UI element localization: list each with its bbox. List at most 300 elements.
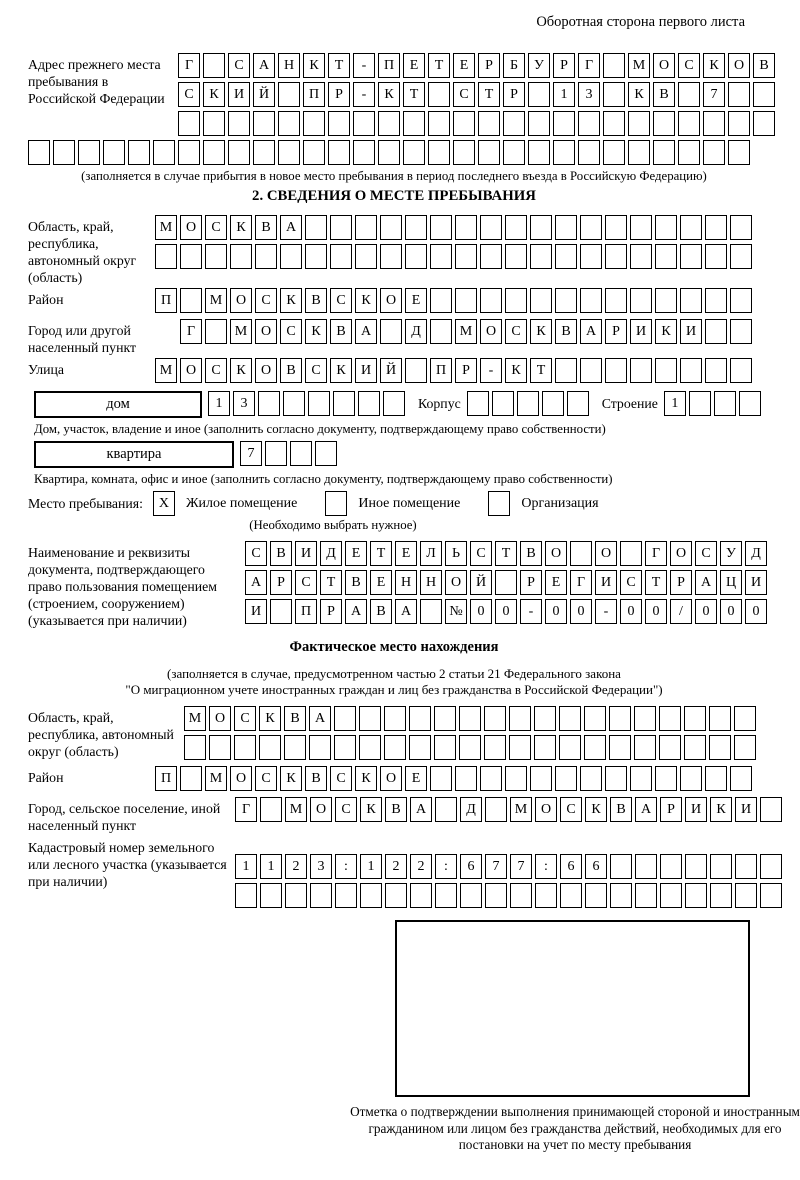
char-cell [484, 706, 506, 731]
prev-address-block [28, 53, 800, 140]
char-cell: Т [428, 53, 450, 78]
char-cell [659, 706, 681, 731]
char-cell [503, 111, 525, 136]
char-cell [378, 111, 400, 136]
char-cell [705, 319, 727, 344]
char-cell: А [345, 599, 367, 624]
char-cell [705, 288, 727, 313]
street-block [28, 358, 800, 387]
char-cell: В [385, 797, 407, 822]
char-cell [410, 883, 432, 908]
char-cell [235, 883, 257, 908]
char-cell [460, 883, 482, 908]
char-cell: Е [453, 53, 475, 78]
char-cell [709, 706, 731, 731]
char-cell: И [295, 541, 317, 566]
char-cell [553, 111, 575, 136]
char-cell [405, 244, 427, 269]
char-cell [290, 441, 312, 466]
char-cell [383, 391, 405, 416]
char-cell [560, 883, 582, 908]
fact-region-label: Область, край, республика, автономный округ (область) [28, 710, 174, 759]
char-cell [728, 140, 750, 165]
char-cell: Ь [445, 541, 467, 566]
house-block [28, 391, 800, 420]
char-cell [230, 244, 252, 269]
char-cell [334, 706, 356, 731]
char-cell [360, 883, 382, 908]
char-cell: С [335, 797, 357, 822]
char-cell [480, 766, 502, 791]
char-cell: К [203, 82, 225, 107]
char-cell: - [353, 82, 375, 107]
char-cell [734, 706, 756, 731]
char-cell: Т [328, 53, 350, 78]
char-cell: К [505, 358, 527, 383]
char-cell [234, 735, 256, 760]
char-cell: 6 [460, 854, 482, 879]
char-cell: 1 [208, 391, 230, 416]
char-cell [603, 53, 625, 78]
char-cell [430, 244, 452, 269]
char-cell: Г [645, 541, 667, 566]
actual-location-caption-1: (заполняется в случае, предусмотренном частью 2 статьи 21 Федерального закона [167, 666, 621, 681]
char-cell: В [610, 797, 632, 822]
char-cell: А [355, 319, 377, 344]
char-cell [703, 140, 725, 165]
char-cell: В [370, 599, 392, 624]
char-cell [703, 111, 725, 136]
char-cell [567, 391, 589, 416]
char-cell: И [735, 797, 757, 822]
char-cell [509, 735, 531, 760]
stay-type-option-organization: Организация [521, 495, 599, 511]
char-cell: 1 [360, 854, 382, 879]
char-cell [355, 244, 377, 269]
char-cell [358, 391, 380, 416]
char-cell: В [255, 215, 277, 240]
char-cell [630, 244, 652, 269]
char-cell: Д [405, 319, 427, 344]
char-cell [359, 735, 381, 760]
char-cell: 0 [620, 599, 642, 624]
char-cell [355, 215, 377, 240]
char-cell: Й [470, 570, 492, 595]
prev-address-caption: (заполняется в случае прибытия в новое место пребывания в период последнего въезда в Российскую Федерацию) [81, 169, 707, 183]
char-cell: 7 [240, 441, 262, 466]
char-cell [530, 215, 552, 240]
char-cell: Ц [720, 570, 742, 595]
fact-city-row [235, 797, 785, 822]
char-cell [428, 140, 450, 165]
char-cell [480, 215, 502, 240]
char-cell [570, 541, 592, 566]
char-cell [728, 111, 750, 136]
region-row-1 [155, 215, 755, 240]
char-cell: О [380, 766, 402, 791]
char-cell [760, 797, 782, 822]
char-cell: П [303, 82, 325, 107]
char-cell: К [280, 288, 302, 313]
char-cell [660, 854, 682, 879]
char-cell: С [295, 570, 317, 595]
char-cell [180, 288, 202, 313]
char-cell: О [180, 215, 202, 240]
korpus-row [467, 391, 592, 416]
apartment-block [28, 441, 800, 470]
char-cell: М [184, 706, 206, 731]
char-cell [203, 53, 225, 78]
char-cell [555, 288, 577, 313]
char-cell [580, 244, 602, 269]
char-cell: Т [645, 570, 667, 595]
char-cell: Р [320, 599, 342, 624]
char-cell [730, 244, 752, 269]
char-cell: И [245, 599, 267, 624]
char-cell: 7 [510, 854, 532, 879]
char-cell [434, 706, 456, 731]
char-cell [714, 391, 736, 416]
char-cell: Д [320, 541, 342, 566]
fact-district-row [155, 766, 755, 791]
char-cell [155, 244, 177, 269]
char-cell [260, 883, 282, 908]
char-cell [710, 854, 732, 879]
char-cell: О [728, 53, 750, 78]
char-cell [178, 140, 200, 165]
char-cell: К [585, 797, 607, 822]
char-cell [405, 215, 427, 240]
char-cell: 1 [235, 854, 257, 879]
char-cell: 0 [720, 599, 742, 624]
house-caption: Дом, участок, владение и иное (заполнить согласно документу, подтверждающему право собственности) [34, 422, 606, 436]
char-cell: - [353, 53, 375, 78]
char-cell: О [255, 319, 277, 344]
char-cell: 3 [310, 854, 332, 879]
char-cell [253, 111, 275, 136]
char-cell: 2 [385, 854, 407, 879]
street-row [155, 358, 755, 383]
char-cell [265, 441, 287, 466]
char-cell [380, 244, 402, 269]
street-label: Улица [28, 362, 64, 377]
char-cell: С [255, 288, 277, 313]
char-cell [655, 766, 677, 791]
char-cell [203, 140, 225, 165]
char-cell [680, 288, 702, 313]
char-cell: : [535, 854, 557, 879]
char-cell: А [309, 706, 331, 731]
char-cell: М [455, 319, 477, 344]
char-cell: : [335, 854, 357, 879]
korpus-label: Корпус [418, 396, 461, 411]
char-cell: Е [545, 570, 567, 595]
house-box-label: дом [34, 391, 202, 418]
char-cell [209, 735, 231, 760]
char-cell: У [528, 53, 550, 78]
char-cell: Р [605, 319, 627, 344]
char-cell [655, 244, 677, 269]
char-cell: : [435, 854, 457, 879]
region-row-2 [155, 244, 755, 269]
char-cell: Л [420, 541, 442, 566]
char-cell: К [303, 53, 325, 78]
apartment-caption: Квартира, комната, офис и иное (заполнить согласно документу, подтверждающему право собственности) [34, 472, 613, 486]
char-cell [760, 883, 782, 908]
char-cell: С [620, 570, 642, 595]
char-cell: Д [460, 797, 482, 822]
char-cell [730, 288, 752, 313]
char-cell: 2 [285, 854, 307, 879]
char-cell: М [155, 215, 177, 240]
char-cell [255, 244, 277, 269]
char-cell [609, 735, 631, 760]
stay-type-label: Место пребывания: [28, 495, 143, 511]
char-cell [253, 140, 275, 165]
char-cell [78, 140, 100, 165]
char-cell: П [295, 599, 317, 624]
char-cell: О [255, 358, 277, 383]
char-cell: Е [403, 53, 425, 78]
char-cell [403, 140, 425, 165]
char-cell: - [595, 599, 617, 624]
char-cell: Г [235, 797, 257, 822]
actual-location-title: Фактическое место нахождения [289, 639, 499, 655]
char-cell [605, 766, 627, 791]
char-cell: М [155, 358, 177, 383]
char-cell [459, 706, 481, 731]
char-cell [455, 766, 477, 791]
char-cell [435, 797, 457, 822]
fact-city-label: Город, сельское поселение, иной населенный пункт [28, 801, 221, 833]
char-cell: Т [320, 570, 342, 595]
char-cell [610, 883, 632, 908]
char-cell: С [505, 319, 527, 344]
char-cell: 0 [645, 599, 667, 624]
char-cell: Р [270, 570, 292, 595]
cadastral-label: Кадастровый номер земельного или лесного участка (указывается при наличии) [28, 840, 227, 889]
char-cell: Й [380, 358, 402, 383]
char-cell [484, 735, 506, 760]
document-row-2 [245, 570, 770, 595]
char-cell: 6 [585, 854, 607, 879]
char-cell [510, 883, 532, 908]
char-cell: О [230, 288, 252, 313]
fact-city-block [28, 797, 800, 834]
char-cell [384, 735, 406, 760]
char-cell: 0 [470, 599, 492, 624]
char-cell [634, 735, 656, 760]
char-cell [528, 140, 550, 165]
char-cell: В [280, 358, 302, 383]
char-cell: А [395, 599, 417, 624]
char-cell [620, 541, 642, 566]
char-cell: А [280, 215, 302, 240]
prev-address-row-3 [178, 111, 778, 136]
char-cell [303, 140, 325, 165]
char-cell: С [470, 541, 492, 566]
char-cell: И [680, 319, 702, 344]
prev-address-row-2 [178, 82, 778, 107]
char-cell [303, 111, 325, 136]
char-cell [378, 140, 400, 165]
char-cell [335, 883, 357, 908]
stay-type-checkbox-residential: X [153, 491, 175, 516]
char-cell [680, 244, 702, 269]
char-cell: С [330, 288, 352, 313]
char-cell: К [703, 53, 725, 78]
char-cell [434, 735, 456, 760]
char-cell: О [595, 541, 617, 566]
char-cell: О [209, 706, 231, 731]
char-cell [684, 735, 706, 760]
char-cell [630, 215, 652, 240]
char-cell [605, 215, 627, 240]
char-cell: К [530, 319, 552, 344]
char-cell [655, 215, 677, 240]
char-cell [753, 111, 775, 136]
char-cell: 3 [578, 82, 600, 107]
stay-type-option-other: Иное помещение [358, 495, 461, 511]
char-cell [635, 854, 657, 879]
char-cell [485, 883, 507, 908]
cadastral-row-2 [235, 883, 785, 908]
char-cell [559, 735, 581, 760]
char-cell [534, 735, 556, 760]
char-cell [528, 111, 550, 136]
char-cell [528, 82, 550, 107]
char-cell [53, 140, 75, 165]
char-cell [705, 244, 727, 269]
char-cell [685, 883, 707, 908]
house-number-row [208, 391, 408, 416]
city-row [180, 319, 755, 344]
char-cell [330, 215, 352, 240]
char-cell: О [230, 766, 252, 791]
char-cell [380, 215, 402, 240]
stroenie-row [664, 391, 764, 416]
char-cell [285, 883, 307, 908]
char-cell: Р [328, 82, 350, 107]
char-cell: И [595, 570, 617, 595]
char-cell [678, 140, 700, 165]
char-cell [535, 883, 557, 908]
city-block [28, 319, 800, 356]
char-cell [428, 82, 450, 107]
char-cell: В [555, 319, 577, 344]
char-cell [530, 766, 552, 791]
prev-address-rows [178, 53, 778, 140]
char-cell: С [305, 358, 327, 383]
char-cell [178, 111, 200, 136]
page-side-note: Оборотная сторона первого листа [536, 14, 745, 30]
char-cell [728, 82, 750, 107]
char-cell [280, 244, 302, 269]
char-cell [385, 883, 407, 908]
char-cell: С [453, 82, 475, 107]
char-cell: К [230, 358, 252, 383]
char-cell [730, 319, 752, 344]
char-cell [380, 319, 402, 344]
char-cell [305, 215, 327, 240]
char-cell [542, 391, 564, 416]
char-cell: А [580, 319, 602, 344]
char-cell [530, 288, 552, 313]
char-cell: А [253, 53, 275, 78]
char-cell: К [259, 706, 281, 731]
char-cell [278, 111, 300, 136]
char-cell: О [545, 541, 567, 566]
char-cell [228, 140, 250, 165]
char-cell [678, 111, 700, 136]
char-cell [555, 215, 577, 240]
char-cell [430, 766, 452, 791]
char-cell: С [330, 766, 352, 791]
char-cell [705, 358, 727, 383]
char-cell [128, 140, 150, 165]
char-cell [485, 797, 507, 822]
char-cell [517, 391, 539, 416]
char-cell [634, 706, 656, 731]
prev-address-overflow-row [28, 140, 800, 165]
char-cell [659, 735, 681, 760]
char-cell: 6 [560, 854, 582, 879]
char-cell [609, 706, 631, 731]
char-cell: К [305, 319, 327, 344]
char-cell: М [230, 319, 252, 344]
char-cell: В [520, 541, 542, 566]
char-cell: П [155, 288, 177, 313]
char-cell [509, 706, 531, 731]
char-cell [603, 140, 625, 165]
char-cell: М [285, 797, 307, 822]
char-cell [284, 735, 306, 760]
char-cell [480, 244, 502, 269]
char-cell [353, 111, 375, 136]
char-cell: 7 [485, 854, 507, 879]
char-cell [705, 766, 727, 791]
stay-type-option-residential: Жилое помещение [185, 495, 298, 511]
char-cell [630, 766, 652, 791]
section2-title: 2. СВЕДЕНИЯ О МЕСТЕ ПРЕБЫВАНИЯ [252, 188, 536, 204]
char-cell: М [205, 288, 227, 313]
char-cell [334, 735, 356, 760]
char-cell [505, 244, 527, 269]
char-cell: С [245, 541, 267, 566]
char-cell: 0 [570, 599, 592, 624]
char-cell: 0 [745, 599, 767, 624]
char-cell [205, 244, 227, 269]
char-cell: И [685, 797, 707, 822]
char-cell: Т [370, 541, 392, 566]
char-cell [628, 140, 650, 165]
char-cell: В [305, 766, 327, 791]
actual-location-caption-2: "О миграционном учете иностранных граждан и лиц без гражданства в Российской Федерации") [125, 682, 663, 697]
char-cell [503, 140, 525, 165]
char-cell [315, 441, 337, 466]
cadastral-rows [235, 836, 785, 912]
char-cell [184, 735, 206, 760]
char-cell: Р [670, 570, 692, 595]
char-cell [270, 599, 292, 624]
char-cell: И [745, 570, 767, 595]
char-cell: О [670, 541, 692, 566]
char-cell: С [178, 82, 200, 107]
char-cell: К [360, 797, 382, 822]
char-cell [430, 288, 452, 313]
stay-type-block [28, 491, 800, 516]
char-cell [428, 111, 450, 136]
